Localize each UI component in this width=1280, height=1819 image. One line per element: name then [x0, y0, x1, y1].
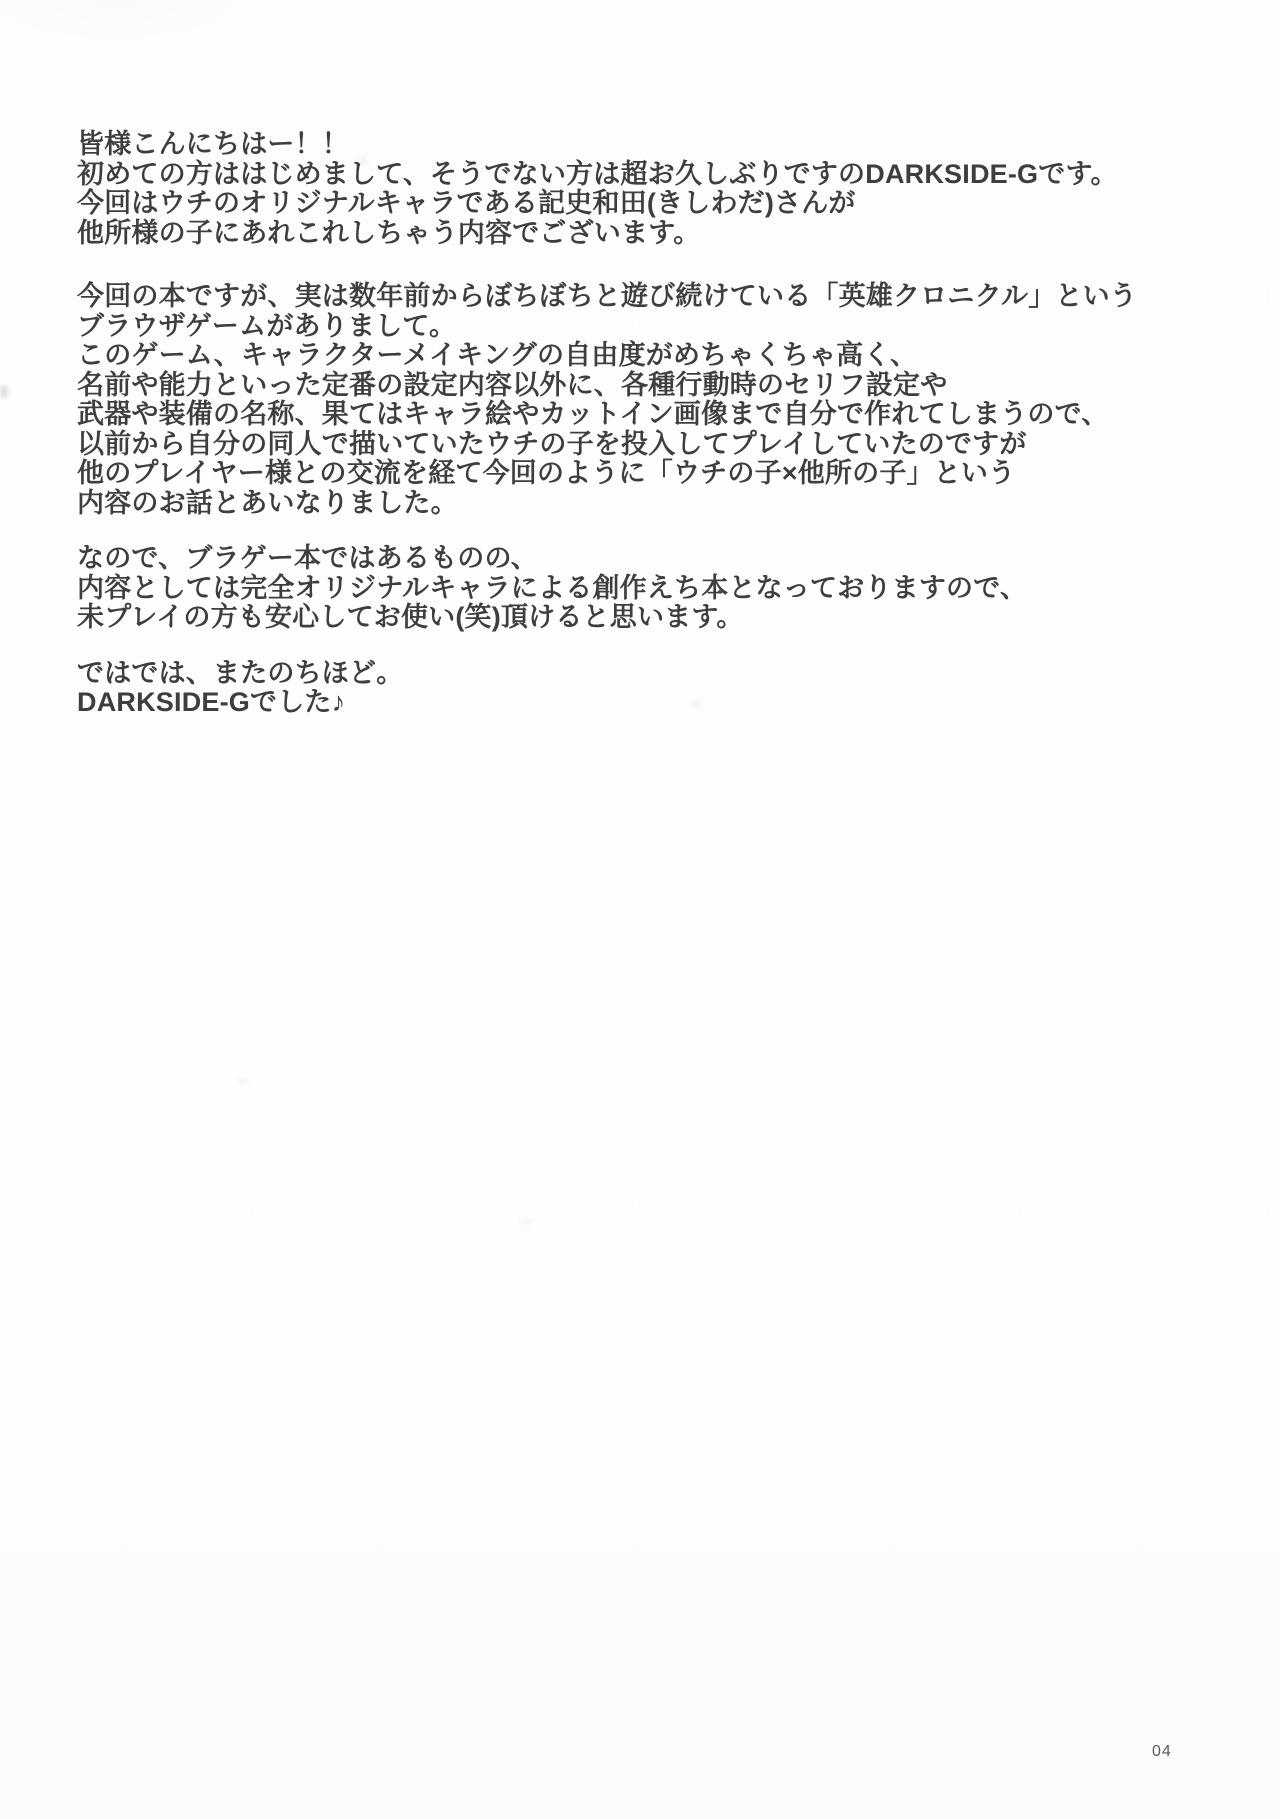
page-number: 04 — [1152, 1743, 1172, 1760]
scan-artifact — [520, 1218, 532, 1225]
afterword-text-block — [77, 129, 1137, 744]
text-line: DARKSIDE-Gでした♪ — [77, 687, 346, 717]
text-line: 今回はウチのオリジナルキャラである記史和田(きしわだ)さんが — [77, 188, 856, 218]
text-line: 今回の本ですが、実は数年前からぼちぼちと遊び続けている「英雄クロニクル」という — [77, 281, 1137, 311]
text-line: ではでは、またのちほど。 — [77, 657, 404, 688]
text-line: 内容のお話とあいなりました。 — [77, 487, 458, 518]
afterword-paragraph-game-intro — [77, 281, 1137, 518]
text-line: 未プレイの方も安心してお使い(笑)頂けると思います。 — [77, 602, 744, 632]
scan-artifact — [358, 158, 368, 164]
text-line: 武器や装備の名称、果てはキャラ絵やカットイン画像まで自分で作れてしまうので、 — [77, 399, 1109, 429]
text-line: 名前や能力といった定番の設定内容以外に、各種行動時のセリフ設定や — [77, 369, 948, 400]
text-line: 内容としては完全オリジナルキャラによる創作えち本となっておりますので、 — [77, 572, 1028, 603]
text-line: 他のプレイヤー様との交流を経て今回のように「ウチの子×他所の子」という — [77, 458, 1016, 488]
afterword-paragraph-signoff — [77, 659, 1107, 718]
afterword-paragraph-note — [77, 544, 1107, 633]
text-line: ブラウザゲームがありまして。 — [77, 310, 457, 341]
text-line: 初めての方ははじめまして、そうでない方は超お久しぶりですのDARKSIDE-Gです。 — [77, 158, 1118, 189]
text-line: このゲーム、キャラクターメイキングの自由度がめちゃくちゃ高く、 — [77, 340, 918, 370]
scan-artifact — [0, 385, 8, 399]
text-line: なので、ブラゲー本ではあるものの、 — [77, 543, 538, 573]
text-line: 以前から自分の同人で描いていたウチの子を投入してプレイしていたのですが — [77, 428, 1027, 459]
afterword-paragraph-greeting — [77, 129, 1118, 248]
text-line: 他所様の子にあれこれしちゃう内容でございます。 — [77, 217, 701, 248]
text-line: 皆様こんにちはー！！ — [77, 129, 349, 159]
scan-artifact — [238, 1078, 248, 1084]
scan-artifact — [688, 700, 702, 708]
